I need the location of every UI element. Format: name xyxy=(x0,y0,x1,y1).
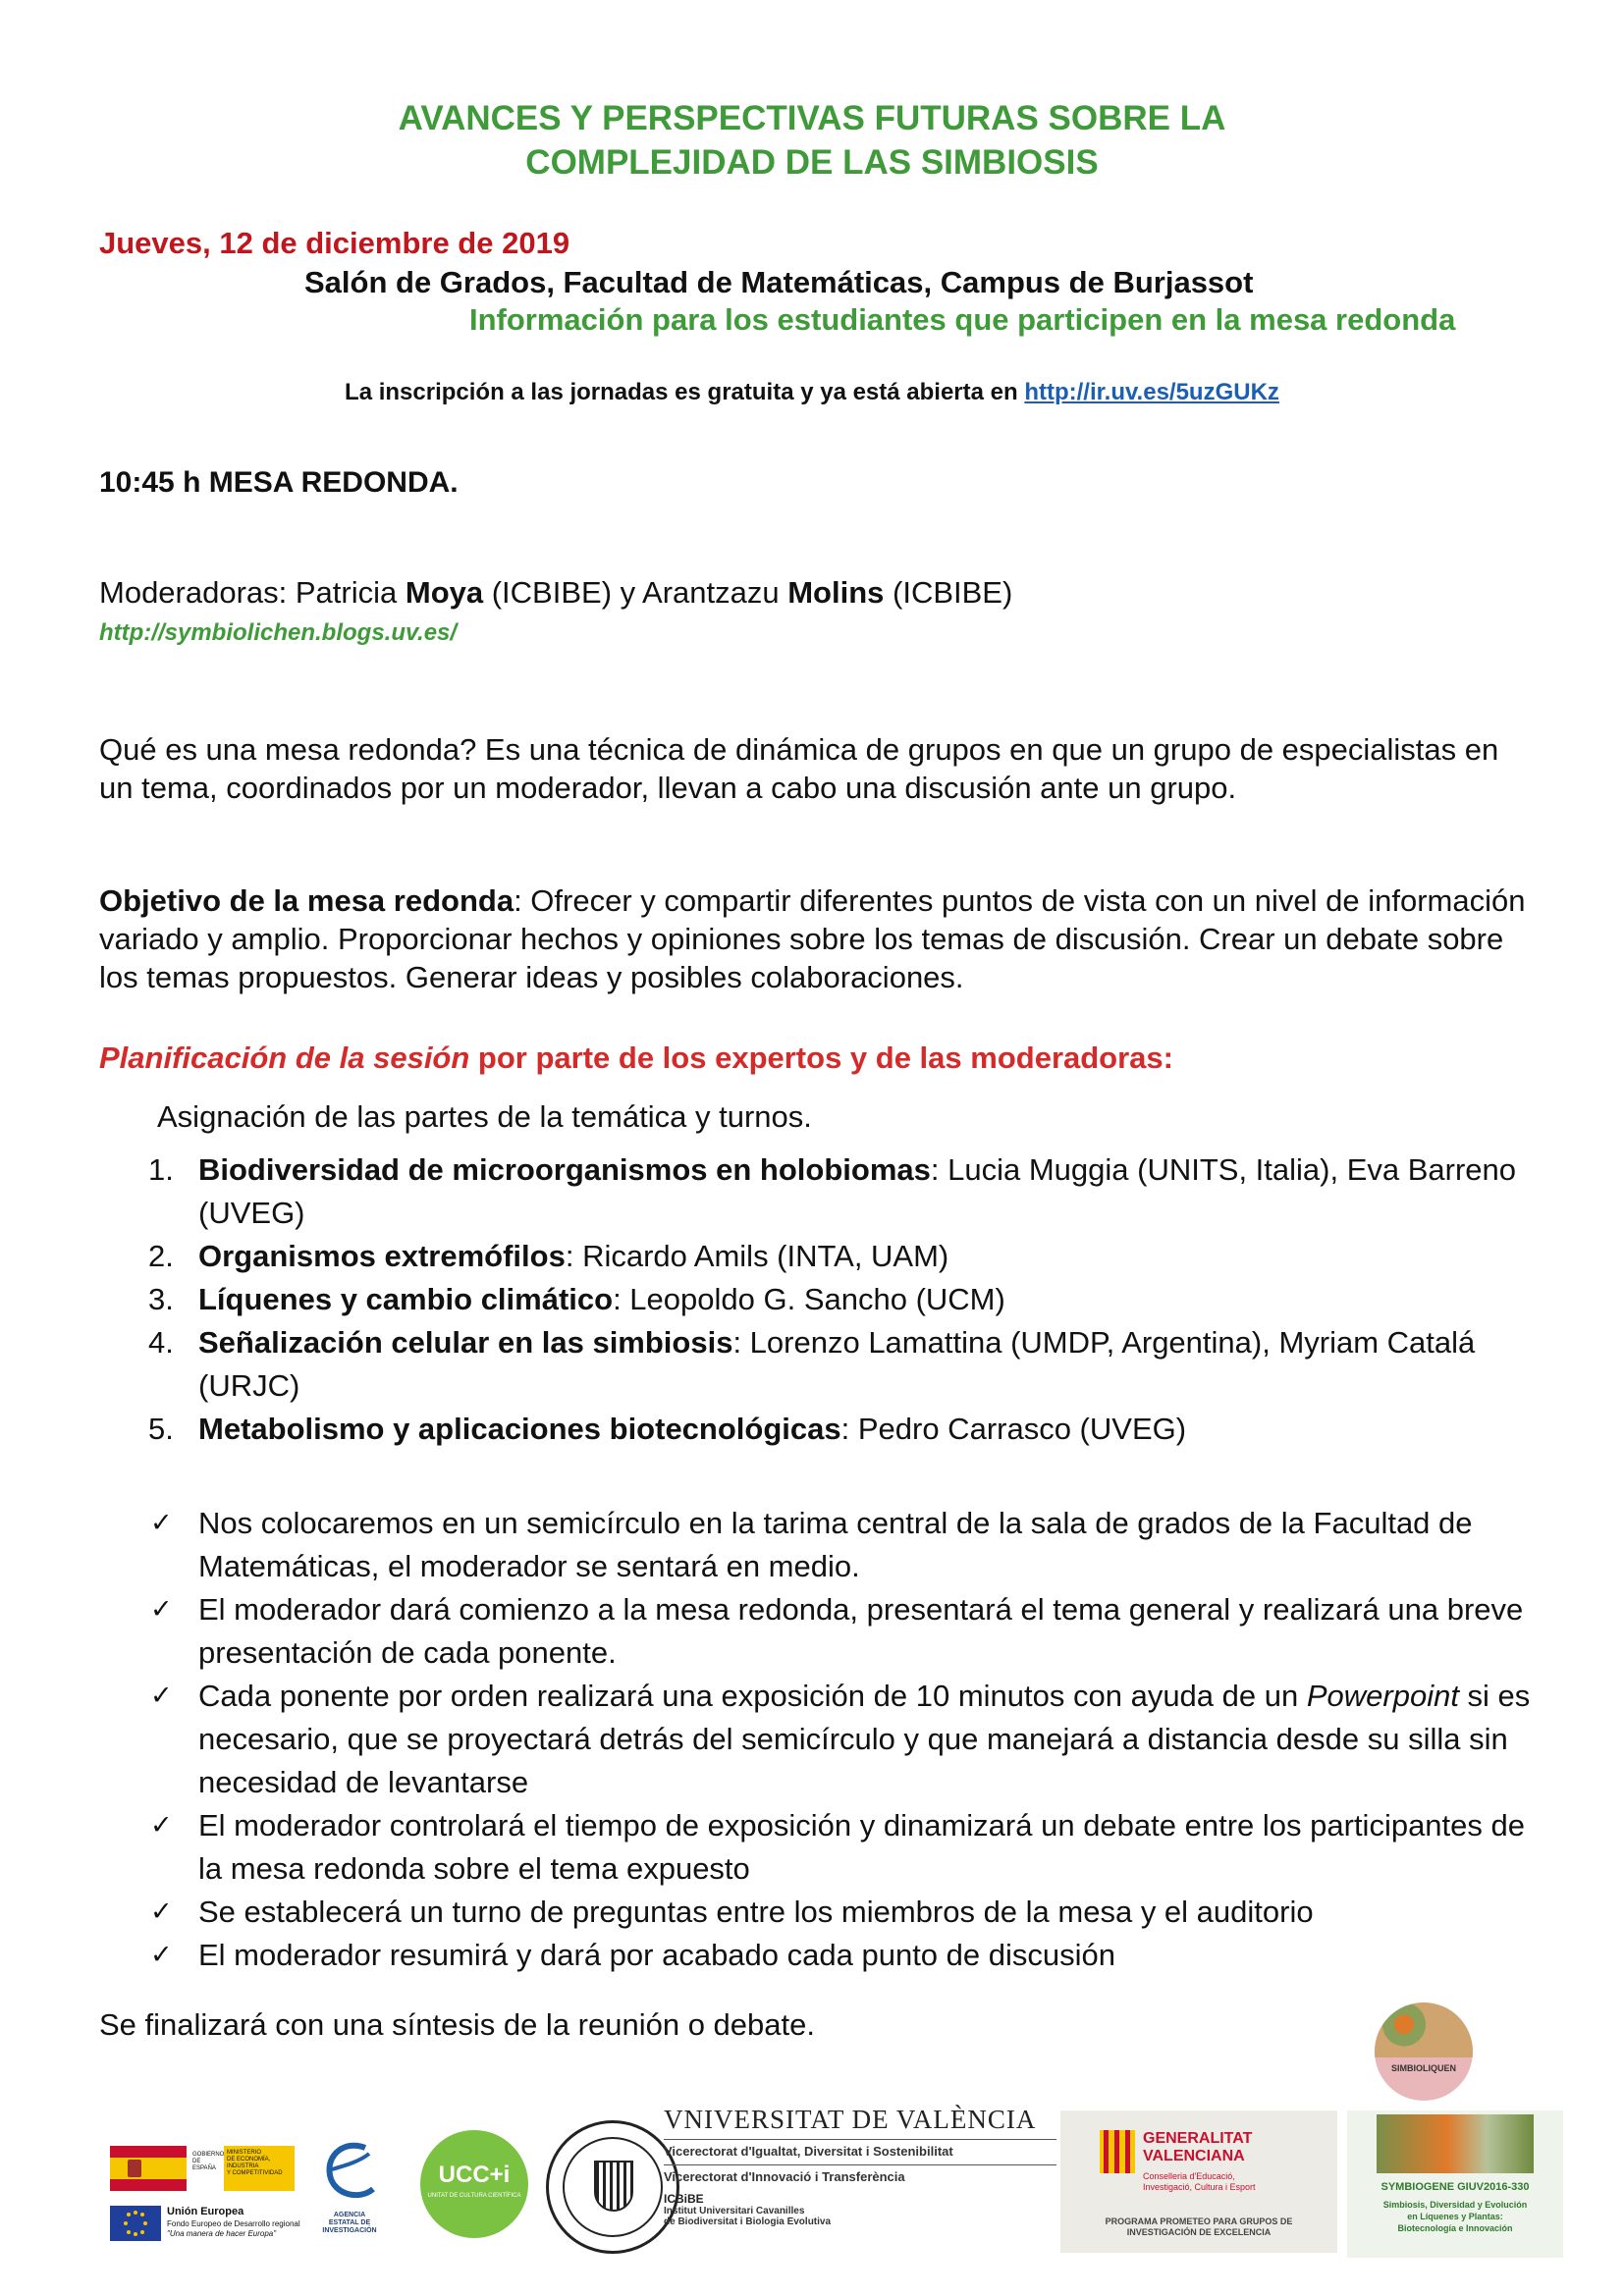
objective-paragraph xyxy=(99,881,1533,996)
ucci-logo xyxy=(420,2130,528,2238)
prometeo-line-2: INVESTIGACIÓN DE EXCELENCIA xyxy=(1126,2227,1272,2237)
registration-link[interactable]: http://ir.uv.es/5uzGUKz xyxy=(1024,379,1279,405)
list-item xyxy=(99,1321,1552,1408)
aei-e-icon xyxy=(316,2136,383,2207)
moderators-middle: (ICBIBE) y Arantzazu xyxy=(483,575,788,610)
topic-speakers: : Leopoldo G. Sancho (UCM) xyxy=(613,1282,1005,1316)
eu-flag-icon xyxy=(110,2206,161,2241)
symbiogene-name: SYMBIOGENE GIUV2016-330 xyxy=(1380,2181,1530,2193)
uv-vicerectorat-2: Vicerectorat d'Innovació i Transferència xyxy=(664,2164,1056,2184)
uv-vicerectorat-1: Vicerectorat d'Igualtat, Diversitat i Sostenibilitat xyxy=(664,2139,1056,2159)
list-item xyxy=(99,1934,1552,1977)
gobierno-text-1: GOBIERNO xyxy=(192,2152,225,2158)
topic-number: 3. xyxy=(148,1282,174,1316)
event-venue: Salón de Grados, Facultad de Matemáticas, Campus de Burjassot xyxy=(304,265,1254,299)
closing-line: Se finalizará con una síntesis de la reunión o debate. xyxy=(99,2007,815,2042)
planning-italic: Planificación de la sesión xyxy=(99,1041,470,1075)
registration-text: La inscripción a las jornadas es gratuita y ya está abierta en xyxy=(345,379,1025,405)
symbiogene-desc-1: Simbiosis, Diversidad y Evolución xyxy=(1382,2200,1528,2210)
topic-number: 5. xyxy=(148,1412,174,1446)
topics-list xyxy=(99,1148,1552,1451)
objective-text: : Ofrecer y compartir diferentes puntos de vista con un nivel de información variado y amplio. Proporcionar hechos y opiniones sobre los temas de discusión. Crear un debate sobre los temas propuestos. Generar ideas y posibles colaboraciones. xyxy=(99,883,1526,994)
symbiogene-desc-3: Biotecnología e Innovación xyxy=(1397,2223,1513,2233)
ministerio-text-1: MINISTERIO xyxy=(227,2150,262,2156)
list-item xyxy=(99,1502,1552,1588)
aei-text-1: AGENCIA xyxy=(333,2212,366,2218)
topic-title: Organismos extremófilos xyxy=(198,1239,566,1273)
generalitat-shield-icon xyxy=(1100,2130,1135,2173)
planning-rest: por parte de los expertos y de las moderadoras: xyxy=(469,1041,1173,1075)
union-europea-logo xyxy=(110,2206,306,2245)
planning-heading xyxy=(99,1041,1173,1076)
list-item xyxy=(99,1588,1552,1675)
symbiogene-logo xyxy=(1347,2110,1563,2258)
moderator-name-1: Moya xyxy=(405,575,484,610)
aei-text-3: INVESTIGACIÓN xyxy=(322,2227,377,2234)
rule-text: Nos colocaremos en un semicírculo en la tarima central de la sala de grados de la Facultad de Matemáticas, el moderador se sentará en medio. xyxy=(198,1506,1473,1583)
rule-text: Se establecerá un turno de preguntas entre los miembros de la mesa y el auditorio xyxy=(198,1895,1314,1929)
ue-fund: Fondo Europeo de Desarrollo regional xyxy=(167,2219,300,2228)
rule-text-post: si es necesario, que se proyectará detrás del semicírculo y que manejará a distancia desde su silla sin necesidad de levantarse xyxy=(198,1679,1531,1799)
gva-conselleria-2: Investigació, Cultura i Esport xyxy=(1143,2182,1256,2192)
icbibe-inst-1: Institut Universitari Cavanilles xyxy=(664,2206,805,2216)
topic-number: 4. xyxy=(148,1325,174,1360)
moderator-name-2: Molins xyxy=(787,575,885,610)
generalitat-logo xyxy=(1060,2110,1337,2253)
objective-label: Objetivo de la mesa redonda xyxy=(99,883,514,918)
icbibe-name: ICBiBE xyxy=(664,2192,704,2206)
gva-line-2: VALENCIANA xyxy=(1143,2148,1245,2164)
topic-number: 1. xyxy=(148,1152,174,1187)
checkmark-icon: ✓ xyxy=(150,1940,173,1970)
list-item xyxy=(99,1148,1552,1235)
list-item xyxy=(99,1235,1552,1278)
ue-name: Unión Europea xyxy=(167,2206,244,2217)
rules-list xyxy=(99,1502,1552,1977)
symbiogene-desc-2: en Líquenes y Plantas: xyxy=(1407,2212,1503,2221)
gobierno-text-2: DE ESPAÑA xyxy=(192,2159,216,2171)
list-item xyxy=(99,1278,1552,1321)
rule-text: El moderador dará comienzo a la mesa redonda, presentará el tema general y realizará una breve presentación de cada ponente. xyxy=(198,1592,1524,1670)
moderators-prefix: Moderadoras: Patricia xyxy=(99,575,406,610)
uv-name: VNIVERSITAT DE VALÈNCIA xyxy=(664,2105,1037,2134)
checkmark-icon: ✓ xyxy=(150,1810,173,1841)
topic-title: Señalización celular en las simbiosis xyxy=(198,1325,733,1360)
moderators-suffix: (ICBIBE) xyxy=(884,575,1013,610)
topic-speakers: : Pedro Carrasco (UVEG) xyxy=(840,1412,1187,1446)
ucci-name: UCC+i xyxy=(438,2162,511,2188)
event-info: Información para los estudiantes que participen en la mesa redonda xyxy=(469,302,1456,337)
simbioliquen-logo xyxy=(1375,2002,1473,2101)
aei-logo xyxy=(316,2136,383,2246)
event-date: Jueves, 12 de diciembre de 2019 xyxy=(99,226,570,260)
list-item xyxy=(99,1891,1552,1934)
registration-line xyxy=(0,379,1624,406)
checkmark-icon: ✓ xyxy=(150,1508,173,1538)
checkmark-icon: ✓ xyxy=(150,1896,173,1927)
gva-line-1: GENERALITAT xyxy=(1143,2130,1253,2147)
topic-speakers: : Lucia Muggia (UNITS, Italia), Eva Barreno (UVEG) xyxy=(198,1152,1517,1230)
list-item xyxy=(99,1804,1552,1891)
ue-motto: "Una manera de hacer Europa" xyxy=(167,2229,277,2238)
list-item xyxy=(99,1675,1552,1804)
title-line-2: COMPLEJIDAD DE LAS SIMBIOSIS xyxy=(525,143,1099,182)
rule-text: El moderador resumirá y dará por acabado cada punto de discusión xyxy=(198,1938,1115,1972)
assignment-line: Asignación de las partes de la temática y turnos. xyxy=(157,1099,812,1134)
ucci-sub: UNITAT DE CULTURA CIENTÍFICA xyxy=(427,2193,521,2199)
title-line-1: AVANCES Y PERSPECTIVAS FUTURAS SOBRE LA xyxy=(398,99,1226,137)
ministerio-box xyxy=(224,2146,295,2191)
gobierno-espana-logo xyxy=(110,2146,295,2191)
topic-title: Metabolismo y aplicaciones biotecnológicas xyxy=(198,1412,841,1446)
rule-text-pre: Cada ponente por orden realizará una exposición de 10 minutos con ayuda de un xyxy=(198,1679,1307,1713)
topic-speakers: : Lorenzo Lamattina (UMDP, Argentina), Myriam Catalá (URJC) xyxy=(198,1325,1476,1403)
checkmark-icon: ✓ xyxy=(150,1681,173,1711)
ministerio-text-3: Y COMPETITIVIDAD xyxy=(227,2170,283,2176)
ministerio-text-2: DE ECONOMÍA, INDUSTRIA xyxy=(227,2157,271,2169)
rule-text-em: Powerpoint xyxy=(1306,1679,1459,1713)
definition-paragraph: Qué es una mesa redonda? Es una técnica de dinámica de grupos en que un grupo de especialistas en un tema, coordinados por un moderador, llevan a cabo una discusión ante un grupo. xyxy=(99,732,1499,805)
blog-link[interactable]: http://symbiolichen.blogs.uv.es/ xyxy=(99,619,458,646)
topic-title: Biodiversidad de microorganismos en holobiomas xyxy=(198,1152,931,1187)
aei-text-2: ESTATAL DE xyxy=(328,2219,371,2226)
checkmark-icon: ✓ xyxy=(150,1594,173,1625)
uv-text-logo xyxy=(664,2105,1056,2252)
uv-seal-icon xyxy=(546,2120,679,2254)
rule-text: El moderador controlará el tiempo de exposición y dinamizará un debate entre los participantes de la mesa redonda sobre el tema expuesto xyxy=(198,1808,1525,1886)
icbibe-inst-2: de Biodiversitat i Biologia Evolutiva xyxy=(664,2216,832,2227)
gva-conselleria-1: Conselleria d'Educació, xyxy=(1143,2171,1235,2181)
prometeo-line-1: PROGRAMA PROMETEO PARA GRUPOS DE xyxy=(1105,2216,1293,2226)
spain-flag-icon xyxy=(110,2146,187,2191)
topic-number: 2. xyxy=(148,1239,174,1273)
session-heading: 10:45 h MESA REDONDA. xyxy=(99,466,459,499)
topic-title: Líquenes y cambio climático xyxy=(198,1282,614,1316)
list-item xyxy=(99,1408,1552,1451)
topic-speakers: : Ricardo Amils (INTA, UAM) xyxy=(565,1239,949,1273)
moderators-line xyxy=(99,575,1012,611)
simbioliquen-name: SIMBIOLIQUEN xyxy=(1390,2063,1456,2073)
